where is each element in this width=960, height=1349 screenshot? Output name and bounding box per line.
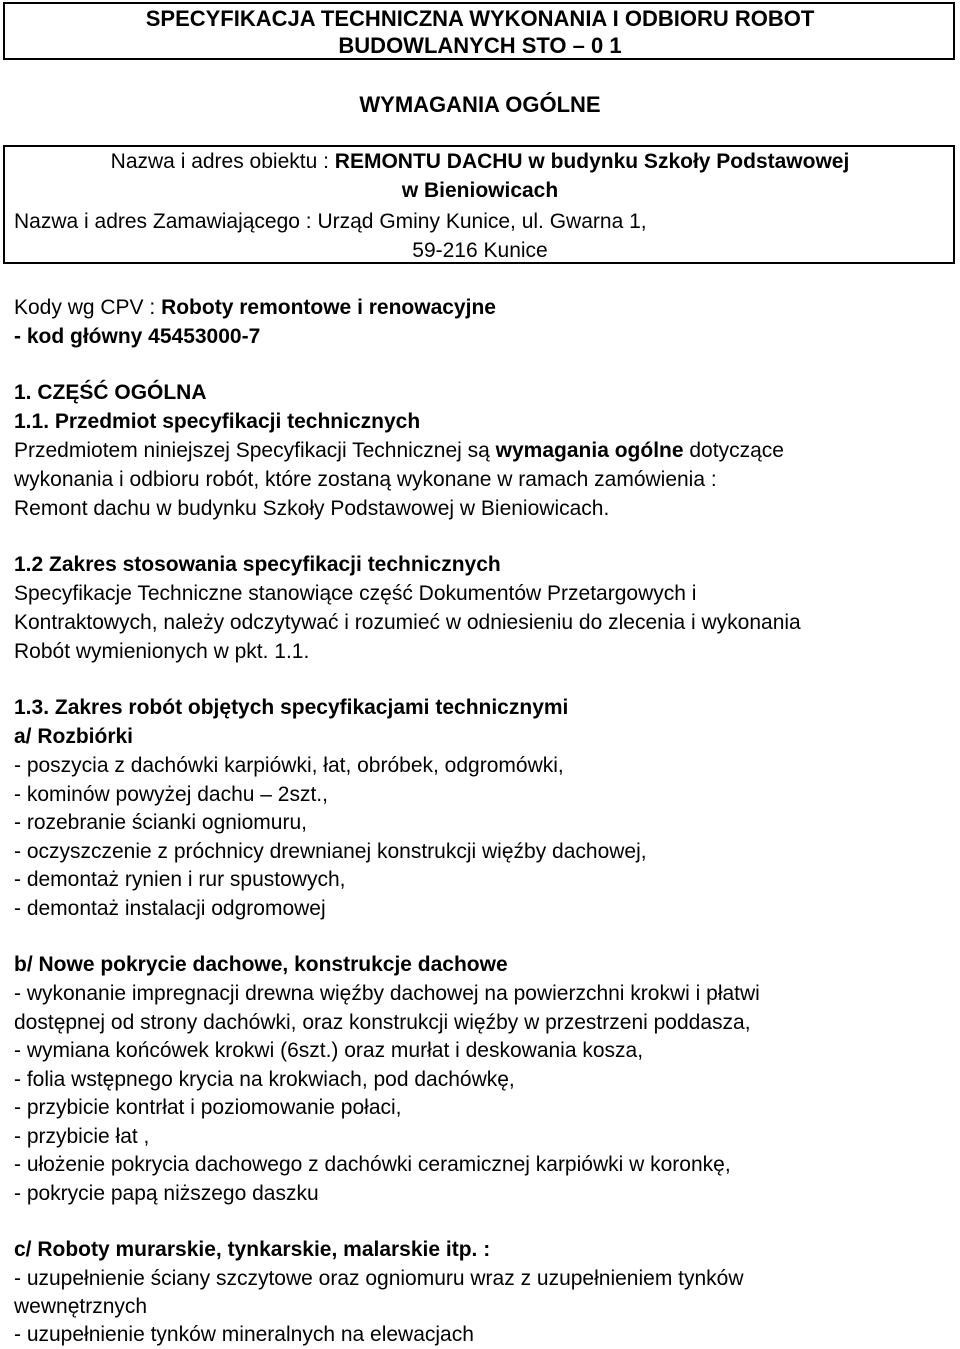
group-c-item: - uzupełnienie ściany szczytowe oraz ogniomuru wraz z uzupełnieniem tynków [14,1267,744,1290]
group-b-heading: b/ Nowe pokrycie dachowe, konstrukcje dachowe [14,953,508,976]
group-b-item: - wymiana końcówek krokwi (6szt.) oraz murłat i deskowania kosza, [14,1039,644,1062]
object-name-label: Nazwa i adres obiektu : [110,150,335,173]
object-name-value: REMONTU DACHU w budynku Szkoły Podstawowej [334,150,850,173]
section-1-heading: 1. CZĘŚĆ OGÓLNA [14,381,207,404]
s11-text-a: Przedmiotem niniejszej Specyfikacji Technicznej są [14,439,496,462]
section-1-1-text-line3: Remont dachu w budynku Szkoły Podstawowej w Bieniowicach. [14,497,610,520]
group-b-item: - przybicie łat , [14,1125,150,1148]
group-a-item: - demontaż instalacji odgromowej [14,897,326,920]
group-c-item: wewnętrznych [14,1295,148,1318]
section-1-1-text-line1 [14,439,784,463]
cpv-value: Roboty remontowe i renowacyjne [161,296,496,319]
s11-text-c: dotyczące [683,439,784,462]
section-1-1-heading: 1.1. Przedmiot specyfikacji technicznych [14,410,421,433]
group-a-item: - poszycia z dachówki karpiówki, łat, obróbek, odgromówki, [14,754,564,777]
group-b-item: - przybicie kontrłat i poziomowanie połaci, [14,1096,402,1119]
group-c-heading: c/ Roboty murarskie, tynkarskie, malarskie itp. : [14,1238,491,1261]
group-a-item: - demontaż rynien i rur spustowych, [14,868,346,891]
group-b-item: - folia wstępnego krycia na krokwiach, pod dachówkę, [14,1068,515,1091]
s11-text-b: wymagania ogólne [495,439,684,462]
object-name-line [0,150,960,174]
group-a-heading: a/ Rozbiórki [14,725,134,748]
section-1-2-heading: 1.2 Zakres stosowania specyfikacji technicznych [14,553,501,576]
section-1-2-text-line1: Specyfikacje Techniczne stanowiące część Dokumentów Przetargowych i [14,582,697,605]
document-title-line1: SPECYFIKACJA TECHNICZNA WYKONANIA I ODBIORU ROBOT [145,6,815,31]
section-1-1-text-line2: wykonania i odbioru robót, które zostaną wykonane w ramach zamówienia : [14,468,717,491]
cpv-line1 [14,296,496,320]
object-name-line2: w Bieniowicach [401,179,559,202]
group-a-item: - kominów powyżej dachu – 2szt., [14,783,328,806]
cpv-line2: - kod główny 45453000-7 [14,325,261,348]
section-subtitle: WYMAGANIA OGÓLNE [359,92,601,117]
client-line2: 59-216 Kunice [412,239,548,262]
document-title-line2: BUDOWLANYCH STO – 0 1 [338,33,622,58]
section-1-2-text-line3: Robót wymienionych w pkt. 1.1. [14,640,310,663]
group-b-item: - wykonanie impregnacji drewna więźby dachowej na powierzchni krokwi i płatwi [14,982,760,1005]
group-c-item: - uzupełnienie tynków mineralnych na elewacjach [14,1323,474,1346]
group-a-item: - rozebranie ścianki ogniomuru, [14,811,307,834]
section-1-3-heading: 1.3. Zakres robót objętych specyfikacjami technicznymi [14,696,569,719]
group-a-item: - oczyszczenie z próchnicy drewnianej konstrukcji więźby dachowej, [14,840,647,863]
cpv-label: Kody wg CPV : [14,296,162,319]
group-b-item: - pokrycie papą niższego daszku [14,1182,319,1205]
group-b-item: dostępnej od strony dachówki, oraz konstrukcji więźby w przestrzeni poddasza, [14,1011,751,1034]
client-line1: Nazwa i adres Zamawiającego : Urząd Gminy Kunice, ul. Gwarna 1, [14,210,647,233]
group-b-item: - ułożenie pokrycia dachowego z dachówki ceramicznej karpiówki w koronkę, [14,1153,731,1176]
section-1-2-text-line2: Kontraktowych, należy odczytywać i rozumieć w odniesieniu do zlecenia i wykonania [14,611,801,634]
